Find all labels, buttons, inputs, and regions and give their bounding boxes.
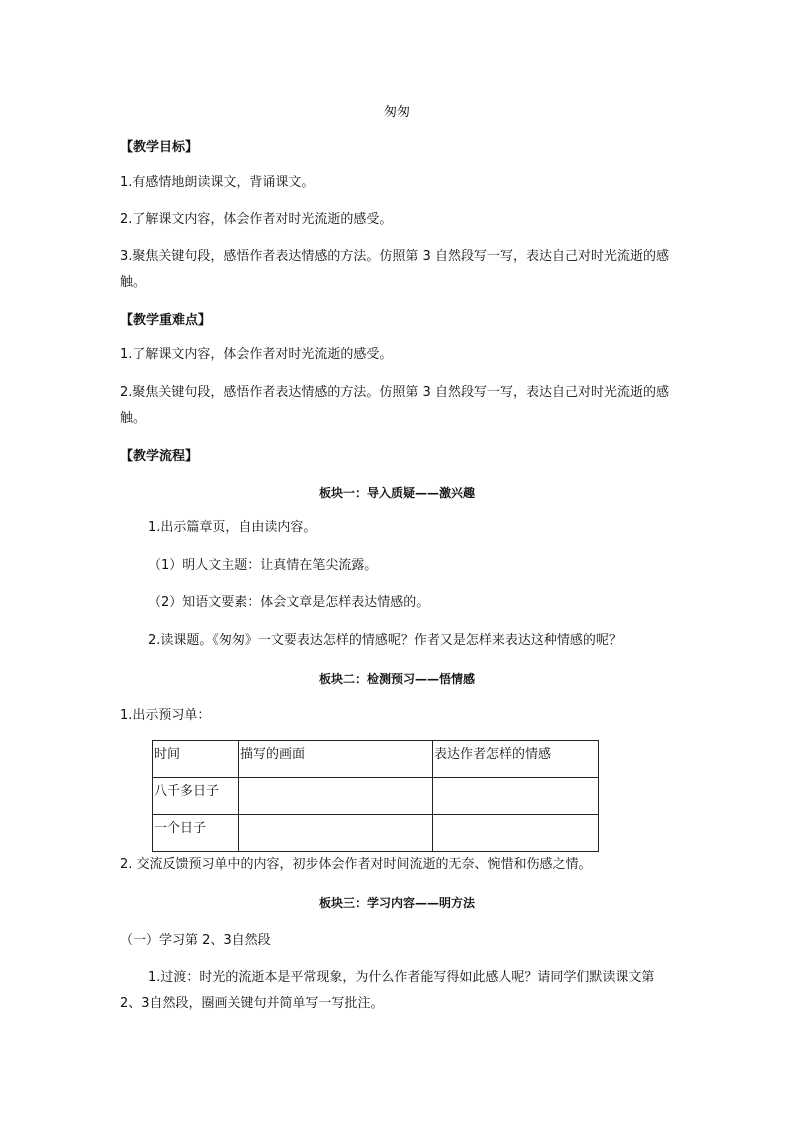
- preview-table: [152, 740, 599, 852]
- table-cell: [239, 815, 433, 852]
- table-row: [153, 815, 599, 852]
- block3-paragraph-1: 1.过渡：时光的流逝本是平常现象，为什么作者能写得如此感人呢？请同学们默读课文第 2、3自然段，圈画关键句并简单写一写批注。: [120, 970, 655, 1011]
- block2-paragraph-2: 2. 交流反馈预习单中的内容，初步体会作者对时间流逝的无奈、惋惜和伤感之情。: [120, 857, 592, 872]
- process-heading: 【教学流程】: [120, 449, 199, 464]
- block3-title: 板块三：学习内容——明方法: [318, 896, 475, 910]
- block1-paragraph-4: 2.读课题。《匆匆》一文要表达怎样的情感呢？作者又是怎样来表达这种情感的呢？: [148, 633, 622, 648]
- table-cell: [239, 778, 433, 815]
- table-cell: 八千多日子: [153, 778, 239, 815]
- page-title: 匆匆: [383, 105, 410, 120]
- block1-paragraph-1: 1.出示篇章页，自由读内容。: [148, 520, 317, 535]
- table-cell: [433, 815, 599, 852]
- table-cell: 一个日子: [153, 815, 239, 852]
- block1-paragraph-2: （1）明人文主题：让真情在笔尖流露。: [148, 558, 378, 573]
- table-header-cell-scene: 描写的画面: [239, 741, 433, 778]
- table-header-row: [153, 741, 599, 778]
- goals-heading: 【教学目标】: [120, 140, 199, 155]
- table-header-cell-time: 时间: [153, 741, 239, 778]
- block2-title: 板块二：检测预习——悟情感: [318, 672, 475, 686]
- block2-paragraph-1: 1.出示预习单：: [120, 708, 211, 723]
- key-point-item-1: 1.了解课文内容，体会作者对时光流逝的感受。: [120, 347, 393, 362]
- table-row: [153, 778, 599, 815]
- key-points-heading: 【教学重难点】: [120, 313, 212, 328]
- block1-title: 板块一：导入质疑——激兴趣: [318, 486, 475, 500]
- goal-item-2: 2.了解课文内容，体会作者对时光流逝的感受。: [120, 212, 393, 227]
- table-header-cell-emotion: 表达作者怎样的情感: [433, 741, 599, 778]
- block3-subheading: （一）学习第 2、3自然段: [120, 933, 271, 948]
- goal-item-3: 3.聚焦关键句段，感悟作者表达情感的方法。仿照第 3 自然段写一写，表达自己对时光流逝的感触。: [120, 249, 669, 290]
- block1-paragraph-3: （2）知语文要素：体会文章是怎样表达情感的。: [148, 595, 430, 610]
- goal-item-1: 1.有感情地朗读课文，背诵课文。: [120, 175, 315, 190]
- key-point-item-2: 2.聚焦关键句段，感悟作者表达情感的方法。仿照第 3 自然段写一写，表达自己对时光流逝的感触。: [120, 385, 669, 426]
- table-cell: [433, 778, 599, 815]
